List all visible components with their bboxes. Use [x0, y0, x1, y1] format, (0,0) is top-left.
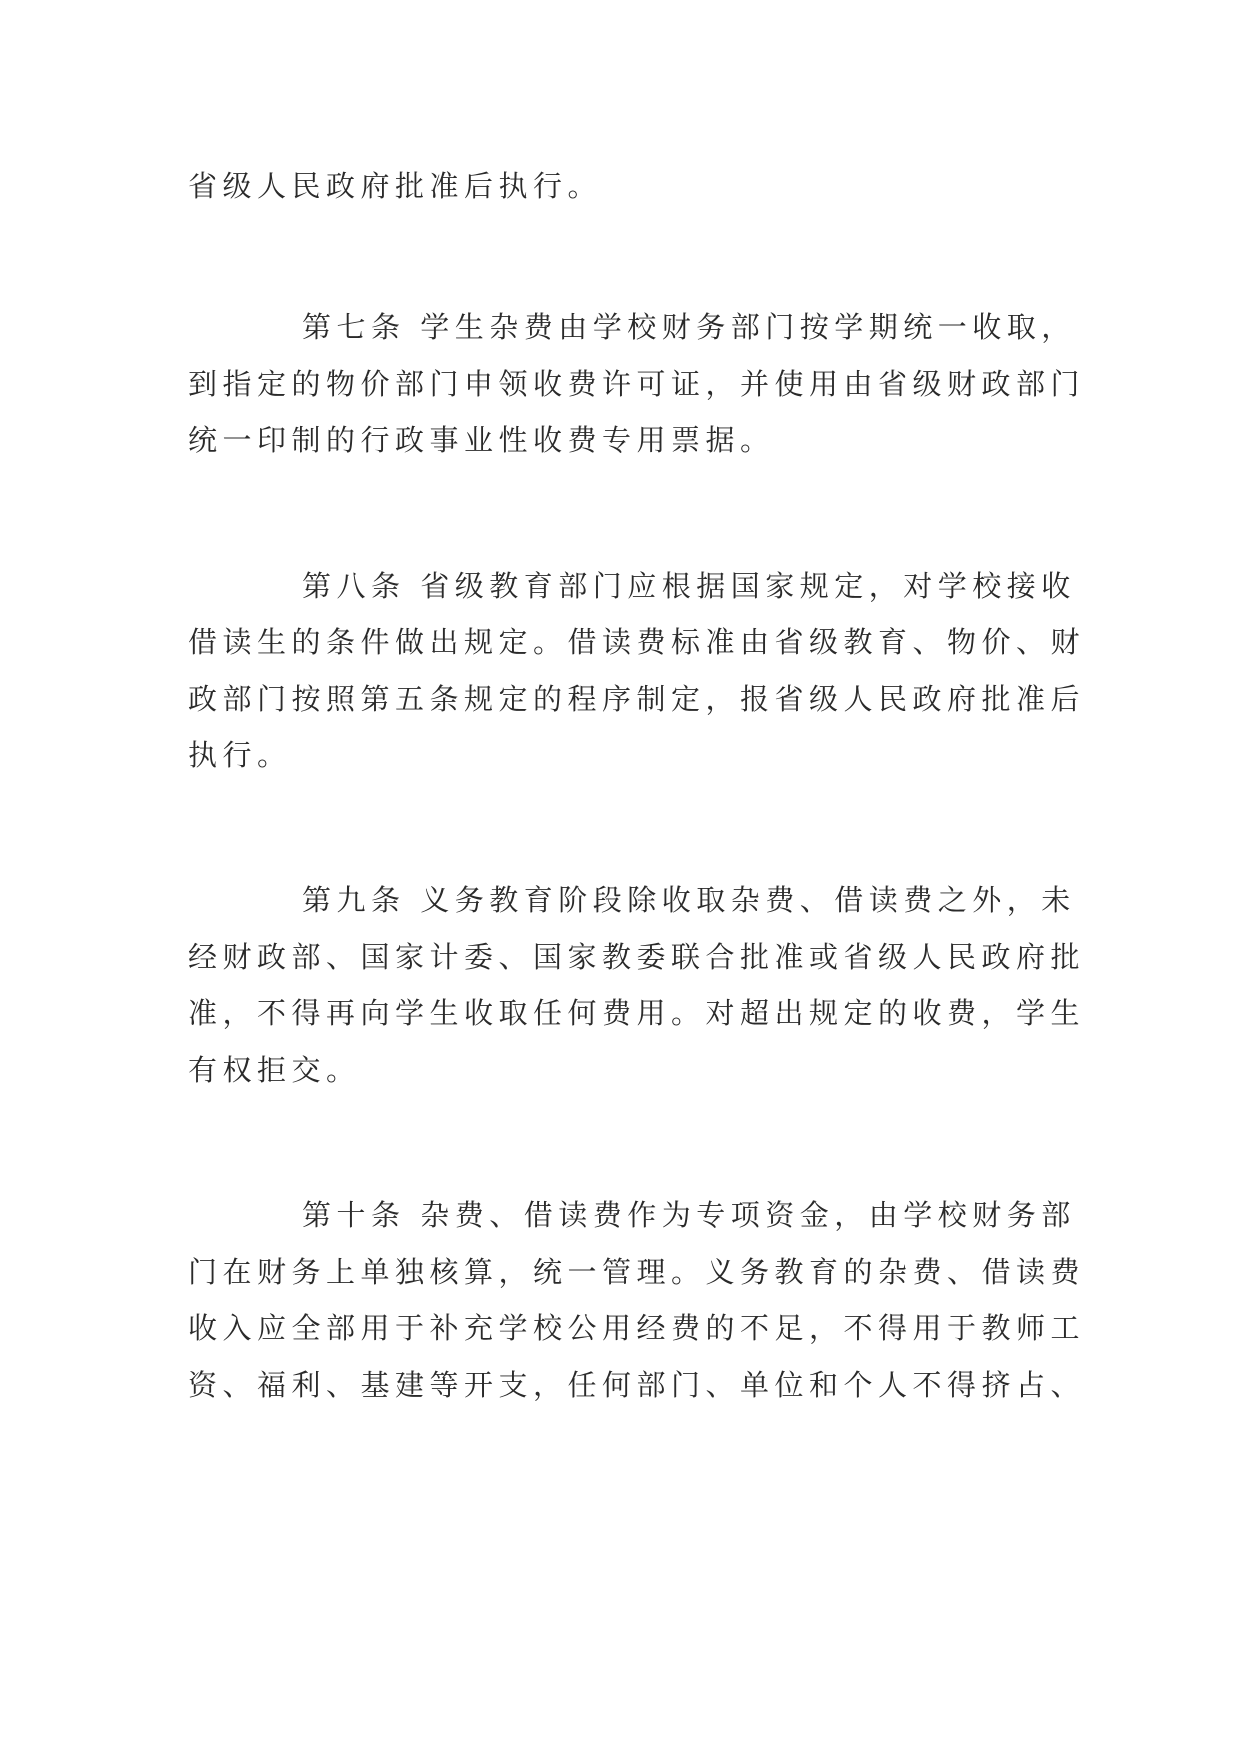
article-8-line-4: 执行。 — [188, 738, 292, 772]
article-10-line-4: 资、福利、基建等开支，任何部门、单位和个人不得挤占、 — [188, 1368, 1086, 1402]
article-8-line-3: 政部门按照第五条规定的程序制定，报省级人民政府批准后 — [188, 682, 1086, 716]
article-7-line-3: 统一印制的行政事业性收费专用票据。 — [188, 423, 775, 457]
article-10-line-1: 第十条 杂费、借读费作为专项资金，由学校财务部 — [302, 1198, 1076, 1232]
article-8-line-1: 第八条 省级教育部门应根据国家规定，对学校接收 — [302, 569, 1076, 603]
article-9-line-4: 有权拒交。 — [188, 1053, 361, 1087]
article-7-line-2: 到指定的物价部门申领收费许可证，并使用由省级财政部门 — [188, 367, 1086, 401]
article-7-line-1: 第七条 学生杂费由学校财务部门按学期统一收取， — [302, 310, 1076, 344]
paragraph-6-line-end: 省级人民政府批准后执行。 — [188, 169, 603, 203]
article-9-line-1: 第九条 义务教育阶段除收取杂费、借读费之外，未 — [302, 883, 1076, 917]
article-9-line-3: 准，不得再向学生收取任何费用。对超出规定的收费，学生 — [188, 996, 1086, 1030]
article-8-line-2: 借读生的条件做出规定。借读费标准由省级教育、物价、财 — [188, 625, 1086, 659]
article-10-line-2: 门在财务上单独核算，统一管理。义务教育的杂费、借读费 — [188, 1255, 1086, 1289]
article-9-line-2: 经财政部、国家计委、国家教委联合批准或省级人民政府批 — [188, 940, 1086, 974]
article-10-line-3: 收入应全部用于补充学校公用经费的不足，不得用于教师工 — [188, 1311, 1086, 1345]
